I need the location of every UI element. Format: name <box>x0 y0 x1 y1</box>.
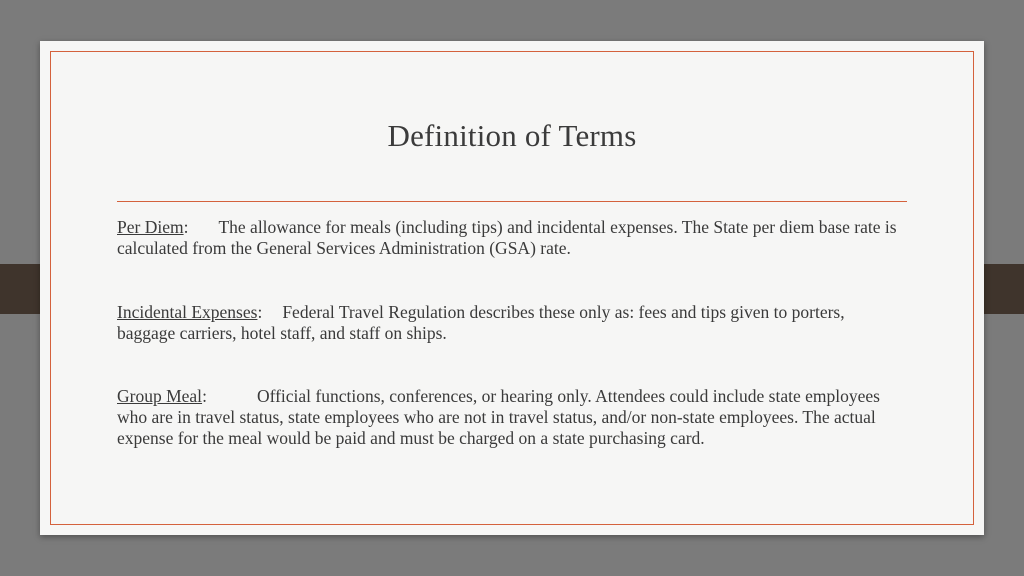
term-separator: : <box>202 386 207 406</box>
definition-incidental-expenses <box>117 302 907 344</box>
term-separator: : <box>183 217 189 237</box>
term-label: Group Meal <box>117 386 203 406</box>
term-label: Incidental Expenses <box>117 302 258 322</box>
definition-text: The allowance for meals (including tips) and incidental expenses. The State per diem base rate is calculated from the General Services Administration (GSA) rate. <box>117 217 897 258</box>
slide-title: Definition of Terms <box>387 118 637 153</box>
definition-per-diem <box>117 217 907 259</box>
definition-group-meal <box>117 386 907 449</box>
term-label: Per Diem <box>117 217 184 237</box>
term-separator: : <box>257 302 263 322</box>
definition-text: Official functions, conferences, or hearing only. Attendees could include state employees who are in travel status, state employees who are not in travel status, and/or non-state employees. The actual expense for the meal would be paid and must be charged on a state purchasing card. <box>117 386 880 448</box>
slide <box>40 41 984 535</box>
definition-text: Federal Travel Regulation describes these only as: fees and tips given to porters, baggage carriers, hotel staff, and staff on ships. <box>117 302 845 343</box>
title-divider <box>117 201 907 202</box>
